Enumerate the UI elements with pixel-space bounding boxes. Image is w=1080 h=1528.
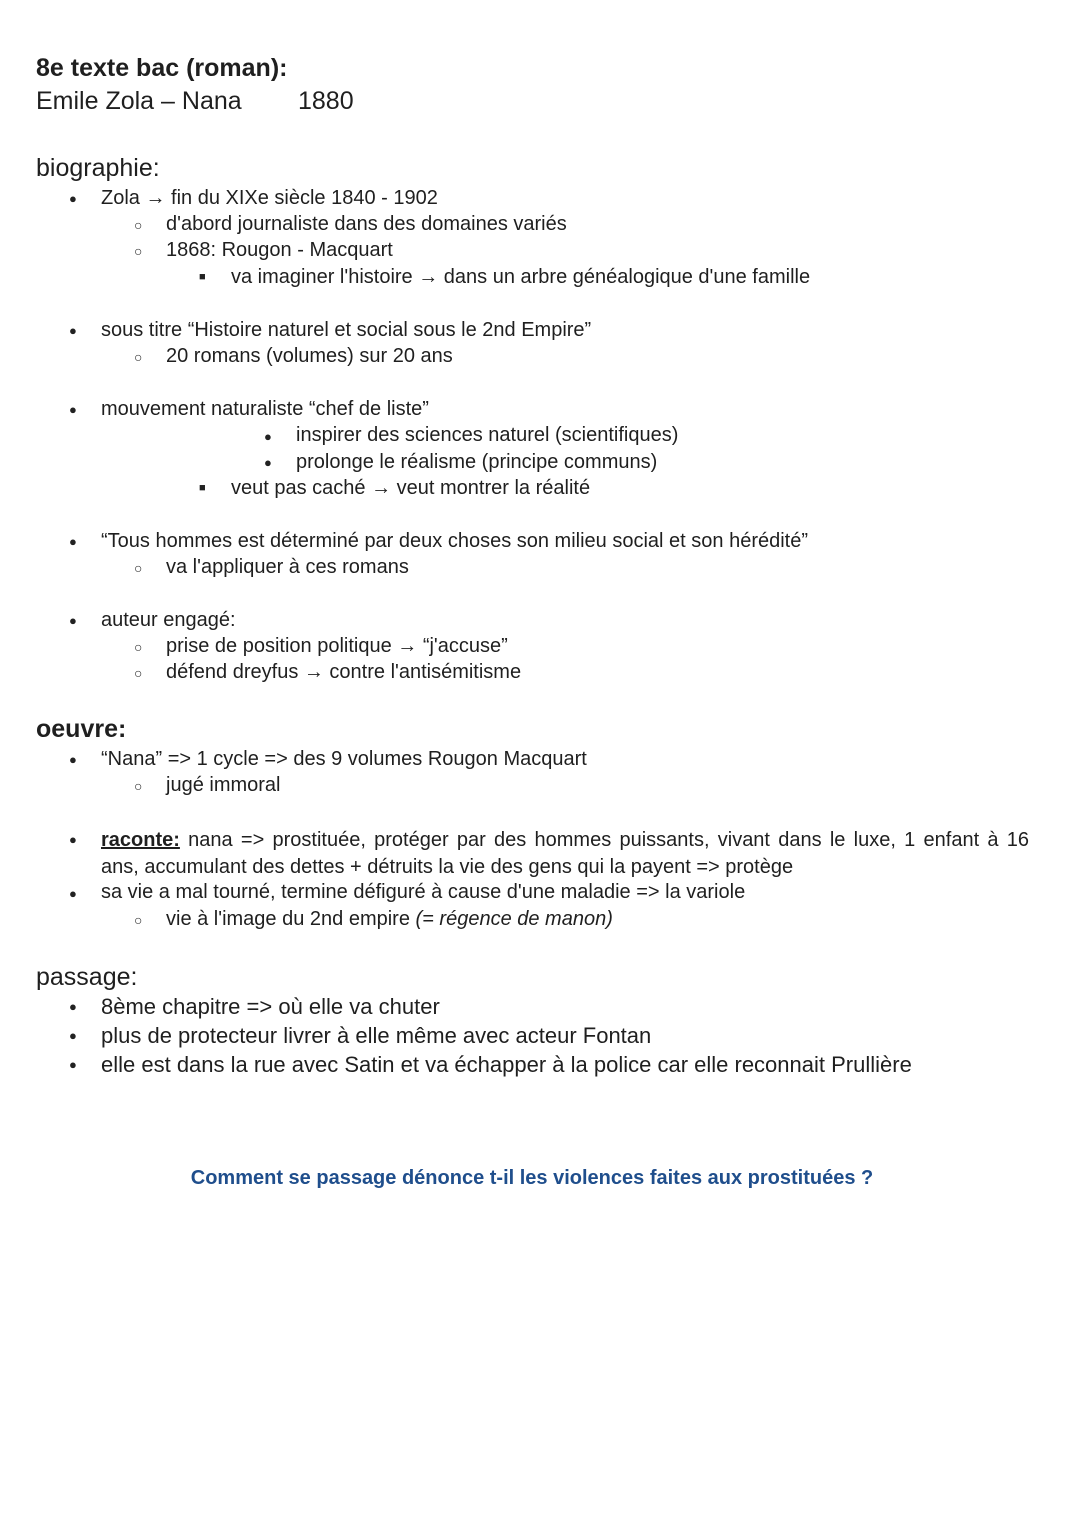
list-item: “Nana” => 1 cycle => des 9 volumes Rougon Macquart [101,748,587,770]
bullet-icon: ● [69,886,77,901]
list-item: 20 romans (volumes) sur 20 ans [166,345,453,367]
square-bullet-icon: ■ [199,482,206,494]
list-item: sous titre “Histoire naturel et social sous le 2nd Empire” [101,319,592,341]
circle-bullet-icon: ○ [134,639,143,655]
section-heading-passage: passage: [36,963,138,991]
section-heading-biographie: biographie: [36,154,160,182]
bullet-icon: ● [69,1057,77,1072]
list-item: sa vie a mal tourné, termine défiguré à cause d'une maladie => la variole [101,881,746,903]
list-item: va imaginer l'histoire → dans un arbre généalogique d'une famille [231,266,811,288]
circle-bullet-icon: ○ [134,560,143,576]
list-item: va l'appliquer à ces romans [166,556,409,578]
author-work: Emile Zola – Nana [36,87,242,115]
bullet-icon: ● [69,402,77,417]
bullet-icon: ● [69,752,77,767]
list-item: elle est dans la rue avec Satin et va échapper à la police car elle reconnait Prullière [101,1052,912,1077]
list-item-text: vie à l'image du 2nd empire [166,908,416,930]
list-item: Zola → fin du XIXe siècle 1840 - 1902 [101,187,438,209]
bullet-icon: ● [69,323,77,338]
bullet-icon: ● [69,191,77,206]
list-item-raconte [101,827,1029,881]
list-item: défend dreyfus → contre l'antisémitisme [166,661,522,683]
list-item: prise de position politique → “j'accuse” [166,635,508,657]
bullet-icon: ● [69,613,77,628]
list-item: mouvement naturaliste “chef de liste” [101,398,429,420]
section-heading-oeuvre: oeuvre: [36,715,127,743]
raconte-text: nana => prostituée, protéger par des hommes puissants, vivant dans le luxe, 1 enfant à 16 ans, accumulant des dettes + détruits la vie des gens qui la payent => protège [101,829,1029,878]
list-item: d'abord journaliste dans des domaines variés [166,213,567,235]
list-item [166,908,613,931]
bullet-icon: ● [69,832,77,847]
circle-bullet-icon: ○ [134,349,143,365]
publication-year: 1880 [298,87,354,115]
bullet-icon: ● [264,455,272,470]
list-item: “Tous hommes est déterminé par deux choses son milieu social et son hérédité” [101,530,809,552]
bullet-icon: ● [69,534,77,549]
circle-bullet-icon: ○ [134,912,143,928]
problem-question: Comment se passage dénonce t-il les violences faites aux prostituées ? [190,1167,874,1189]
bullet-icon: ● [264,429,272,444]
square-bullet-icon: ■ [199,271,206,283]
list-item: inspirer des sciences naturel (scientifiques) [296,424,679,446]
circle-bullet-icon: ○ [134,665,143,681]
list-item: veut pas caché → veut montrer la réalité [231,477,591,499]
circle-bullet-icon: ○ [134,778,143,794]
list-item: plus de protecteur livrer à elle même avec acteur Fontan [101,1023,652,1048]
list-item: 8ème chapitre => où elle va chuter [101,994,440,1019]
raconte-label: raconte: [101,829,180,851]
circle-bullet-icon: ○ [134,243,143,259]
list-item: jugé immoral [166,774,281,796]
bullet-icon: ● [69,999,77,1014]
list-item: auteur engagé: [101,609,236,631]
bullet-icon: ● [69,1028,77,1043]
list-item: 1868: Rougon - Macquart [166,239,393,261]
list-item-italic: (= régence de manon) [415,908,613,930]
circle-bullet-icon: ○ [134,217,143,233]
document-title: 8e texte bac (roman): [36,54,288,82]
list-item: prolonge le réalisme (principe communs) [296,451,658,473]
